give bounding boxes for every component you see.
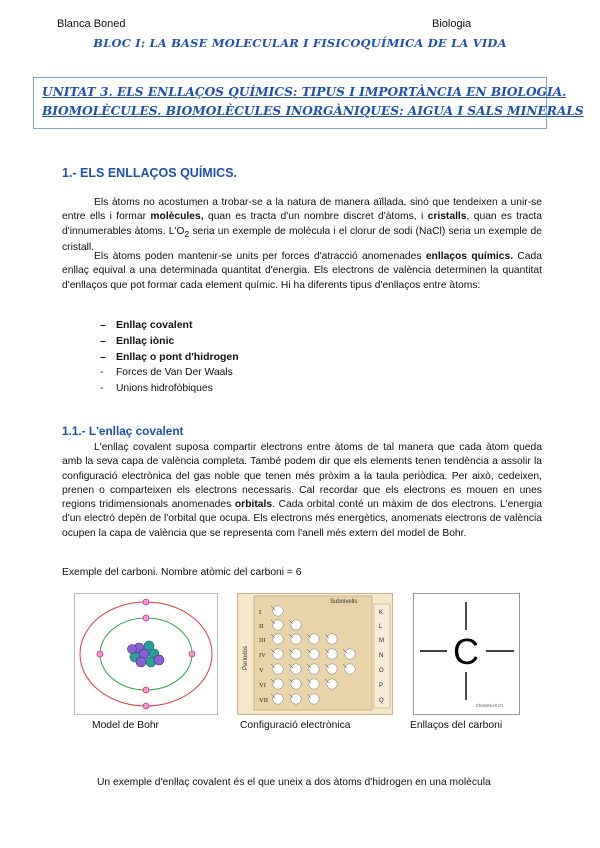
list-item [80, 365, 239, 381]
orbital-cell [309, 649, 319, 659]
orbital-cell [273, 694, 283, 704]
closing-line: Un exemple d'enllaç covalent és el que uneix a dos àtoms d'hidrogen en una molècula [97, 777, 491, 788]
orbital-cell [273, 620, 283, 630]
subsection-heading: 1.1.- L'enllaç covalent [62, 424, 184, 438]
orbital-cell [345, 649, 355, 659]
orbital-cell [309, 679, 319, 689]
orbital-cell [327, 679, 337, 689]
shell-label: M [379, 638, 384, 644]
text-run: L'enllaç covalent suposa compartir electrons entre àtoms de tal manera que cada àtom queda amb la seva capa de valència completa. També podem dir que els elements tenen tendència a assolir la configuració electrònica del gas noble que tenen més pròxim a la taula periòdica. Per això, cedeixen, prenen o comparteixen els electrons necessaris. Cal recordar que els electrons es mouen en unes regions tridimensionals anomenades [62, 442, 542, 511]
orbital-cell [345, 664, 355, 674]
text-run: . Cada orbital conté un màxim de dos electrons. L'energia d'un electró depèn de l'orbital que ocupa. Els electrons més energètics, anomenats electrons de valència ocupen la capa de valència que se representa com l'anell més extern del model de Bohr. [62, 499, 542, 539]
list-dash: – [100, 335, 106, 347]
period-label: IV [259, 652, 266, 659]
orbital-cell [291, 620, 301, 630]
bold-term-bonds: enllaços químics. [425, 251, 514, 262]
text-run: quan es tracta d'un nombre discret d'àtoms, i [203, 211, 428, 223]
text-run: seria un exemple de molècula i el clorur de sodi (NaCl) seria un exemple de cristall. [62, 225, 542, 253]
list-item-text: Enllaç iònic [116, 335, 175, 347]
orbital-cell [273, 664, 283, 674]
bohr-model-figure [74, 593, 218, 715]
orbital-cell [327, 649, 337, 659]
orbital-cell [291, 634, 301, 644]
text-run: , quan es tracta d'innumerables àtoms. L'O [62, 211, 542, 237]
shell-label: O [379, 668, 384, 674]
carbon-bonds-diagram [414, 594, 519, 714]
periods-label: Períodos [243, 645, 249, 670]
unit-title-line-1: UNITAT 3. ELS ENLLAÇOS QUÍMICS: TIPUS I IMPORTÀNCIA EN BIOLOGIA. [42, 85, 567, 99]
orbital-cell [309, 694, 319, 704]
text-run: Cada enllaç equival a una determinada quantitat d'energia. Els electrons de valència determinen la quantitat d'enllaços que pot formar cada element químic. Hi ha diferents tipus d'enllaços entre àtoms: [62, 251, 542, 291]
orbital-cell [327, 634, 337, 644]
block-title: BLOC I: LA BASE MOLECULAR I FISICOQUÍMICA DE LA VIDA [93, 36, 507, 50]
text-run: Els àtoms no acostumen a trobar-se a la natura de manera aïllada, sinó que tendeixen a unir-se entre ells i formar [62, 197, 542, 223]
list-item-text: Enllaç o pont d'hidrogen [116, 351, 239, 363]
period-label: III [259, 637, 266, 644]
period-label: V [259, 667, 264, 674]
header-author: Blanca Boned [57, 18, 126, 30]
list-item [80, 333, 239, 349]
period-label: II [259, 623, 264, 630]
shell-label: N [379, 653, 384, 659]
bohr-caption: Model de Bohr [92, 720, 159, 731]
period-label: VII [259, 697, 269, 704]
list-item [80, 381, 239, 397]
electron-config-figure [237, 593, 393, 715]
list-item-text: Unions hidrofòbiques [116, 383, 213, 394]
bond-types-list [80, 317, 239, 397]
list-item-text: Enllaç covalent [116, 319, 193, 331]
text-run: Els àtoms poden mantenir-se units per forces d'atracció anomenades [94, 251, 426, 262]
list-item [80, 349, 239, 365]
orbital-cell [273, 649, 283, 659]
list-dash: - [100, 383, 104, 394]
bold-term-molecules: molècules, [150, 211, 204, 223]
subnivells-label: Subnivells [330, 599, 358, 605]
period-label: I [259, 609, 262, 616]
bold-term-orbitals: orbitals [234, 499, 273, 511]
subscript: 2 [184, 228, 190, 239]
list-item-text: Forces de Van Der Waals [116, 367, 233, 378]
paragraph-atoms [62, 196, 542, 255]
orbital-cell [291, 649, 301, 659]
unit-title-box [33, 77, 584, 129]
orbital-cell [291, 664, 301, 674]
list-dash: – [100, 351, 106, 363]
header-subject: Biologia [432, 18, 472, 30]
orbital-cell [273, 606, 283, 616]
shell-letter-labels [374, 604, 390, 708]
carbon-bonds-figure [413, 593, 520, 715]
shell-label: Q [379, 698, 384, 704]
unit-title-line-2: BIOMOLÈCULES. BIOMOLÈCULES INORGÀNIQUES: AIGUA I SALS MINERALS [42, 104, 584, 118]
bohr-model-diagram [75, 594, 217, 714]
list-dash: - [100, 367, 104, 378]
orbital-cell [309, 634, 319, 644]
bold-term-crystals: cristalls [427, 211, 467, 223]
orbital-cell [273, 679, 283, 689]
orbital-cell [291, 694, 301, 704]
paragraph-covalent [62, 441, 542, 541]
orbital-cell [327, 664, 337, 674]
carbon-symbol: C [453, 631, 479, 672]
orbital-cell [309, 664, 319, 674]
shell-label: L [379, 624, 383, 630]
list-item [80, 317, 239, 333]
config-caption: Configuració electrònica [240, 720, 351, 731]
paragraph-bonds [62, 250, 542, 293]
carbon-example-line: Exemple del carboni. Nombre atòmic del carboni = 6 [62, 567, 302, 578]
section-heading: 1.- ELS ENLLAÇOS QUÍMICS. [62, 166, 238, 180]
shell-label: K [379, 610, 384, 616]
electron-config-diagram [238, 594, 392, 714]
orbital-cell [291, 679, 301, 689]
bonds-caption: Enllaços del carboni [410, 720, 503, 731]
software-watermark: ChemSketch [476, 704, 504, 709]
shell-label: P [379, 683, 384, 689]
list-dash: – [100, 319, 106, 331]
nucleus [128, 641, 165, 667]
period-label: VI [259, 682, 266, 689]
orbital-cell [273, 634, 283, 644]
